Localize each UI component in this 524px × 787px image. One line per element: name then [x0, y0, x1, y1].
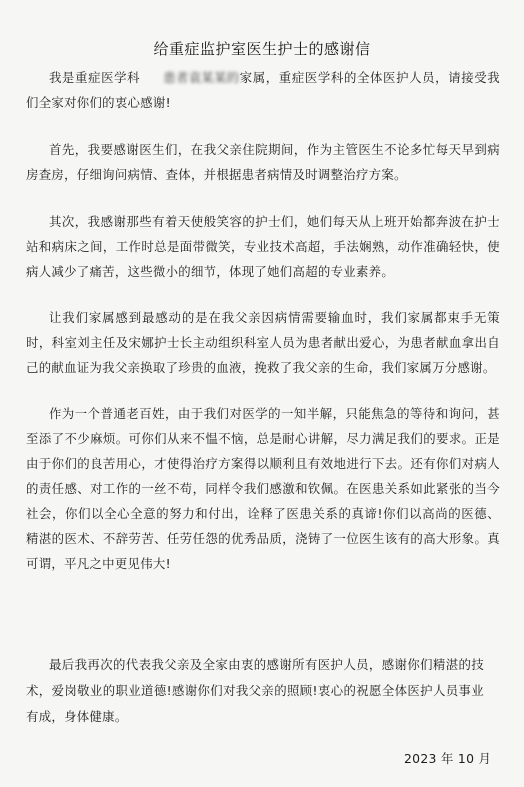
letter-title: 给重症监护室医生护士的感谢信 [153, 40, 371, 58]
letter-date: 2023 年 10 月 [404, 751, 492, 766]
letter-paragraph-intro [26, 65, 500, 115]
letter-paragraph-doctors: 首先，我要感谢医生们，在我父亲住院期间，作为主管医生不论多忙每天早到病房查房，仔细询问病情、查体，并根据患者病情及时调整治疗方案。 [26, 142, 500, 182]
letter-paragraph-nurses: 其次，我感谢那些有着天使般笑容的护士们，她们每天从上班开始都奔波在护士站和病床之间，工作时总是面带微笑，专业技术高超，手法娴熟，动作准确轻快，使病人减少了痛苦，这些微小的细节，体现了她们高超的专业素养。 [26, 214, 500, 279]
intro-text-before: 我是重症医学科 [49, 70, 141, 85]
intro-text-after: 家属，重症医学科的全体医护人员，请接受我们全家对你们的衷心感谢! [26, 70, 500, 110]
letter-paragraph-closing: 最后我再次的代表我父亲及全家由衷的感谢所有医护人员，感谢你们精湛的技术，爱岗敬业的职业道德!感谢你们对我父亲的照顾!衷心的祝愿全体医护人员事业有成，身体健康。 [26, 657, 484, 724]
letter-paragraph-gratitude: 作为一个普通老百姓，由于我们对医学的一知半解，只能焦急的等待和询问，甚至添了不少麻烦。可你们从来不愠不恼，总是耐心讲解，尽力满足我们的要求。正是由于你们的良苦用心，才使得治疗方案得以顺利且有效地进行下去。还有你们对病人的责任感、对工作的一丝不苟，同样令我们感激和钦佩。在医患关系如此紧张的当今社会，你们以全心全意的努力和付出，诠释了医患关系的真谛!你们以高尚的医德、精湛的医术、不辞劳苦、任劳任怨的优秀品质，浇铸了一位医生该有的高大形象。真可谓，平凡之中更见伟大! [26, 406, 500, 571]
letter-paragraph-blood: 让我们家属感到最感动的是在我父亲因病情需要输血时，我们家属都束手无策时，科室刘主任及宋娜护士长主动组织科室人员为患者献出爱心，为患者献血拿出自己的献血证为我父亲换取了珍贵的血液，挽救了我父亲的生命，我们家属万分感谢。 [26, 310, 500, 375]
redacted-patient-name: 患者袁某某的 [163, 70, 240, 85]
